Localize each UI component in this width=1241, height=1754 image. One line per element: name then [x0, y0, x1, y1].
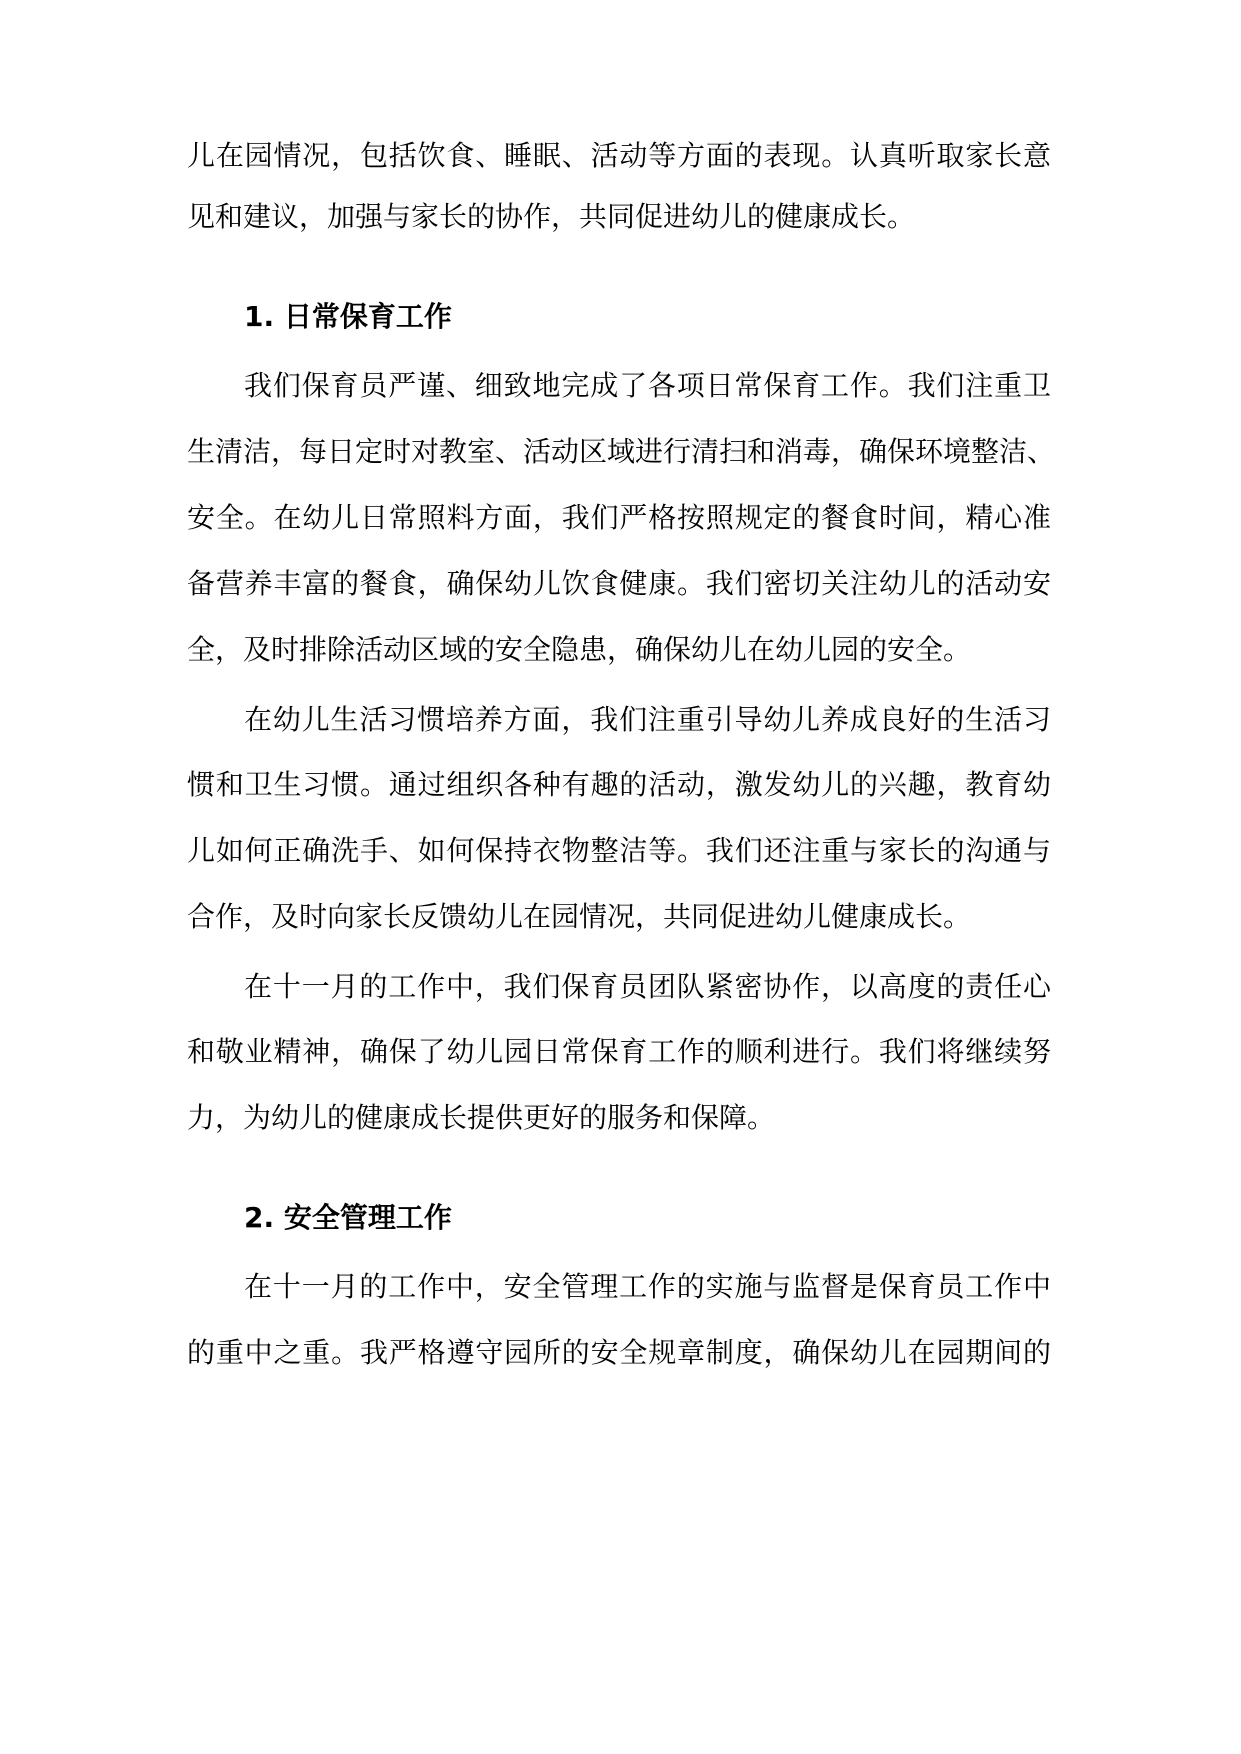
s1-p2-line-2: 惯和卫生习惯。通过组织各种有趣的活动，激发幼儿的兴趣，教育幼 [187, 768, 1051, 801]
s1-p2-line-4: 合作，及时向家长反馈幼儿在园情况，共同促进幼儿健康成长。 [187, 900, 972, 933]
s1-p3-line-3: 力，为幼儿的健康成长提供更好的服务和保障。 [187, 1101, 776, 1134]
s2-p1-line-1: 在十一月的工作中，安全管理工作的实施与监督是保育员工作中 [244, 1270, 1051, 1303]
section-1-heading: 1. 日常保育工作 [244, 300, 452, 333]
s2-p1-line-2: 的重中之重。我严格遵守园所的安全规章制度，确保幼儿在园期间的 [187, 1336, 1051, 1369]
s1-p2-line-1: 在幼儿生活习惯培养方面，我们注重引导幼儿养成良好的生活习 [244, 703, 1051, 736]
s1-p1-line-5: 全，及时排除活动区域的安全隐患，确保幼儿在幼儿园的安全。 [187, 633, 972, 666]
s1-p3-line-2: 和敬业精神，确保了幼儿园日常保育工作的顺利进行。我们将继续努 [187, 1035, 1051, 1068]
s1-p3-line-1: 在十一月的工作中，我们保育员团队紧密协作，以高度的责任心 [244, 970, 1051, 1003]
s1-p1-line-1: 我们保育员严谨、细致地完成了各项日常保育工作。我们注重卫 [244, 369, 1051, 402]
s1-p2-line-3: 儿如何正确洗手、如何保持衣物整洁等。我们还注重与家长的沟通与 [187, 834, 1051, 867]
s1-p1-line-4: 备营养丰富的餐食，确保幼儿饮食健康。我们密切关注幼儿的活动安 [187, 567, 1051, 600]
s1-p1-line-3: 安全。在幼儿日常照料方面，我们严格按照规定的餐食时间，精心准 [187, 501, 1051, 534]
intro-line-1: 儿在园情况，包括饮食、睡眠、活动等方面的表现。认真听取家长意 [187, 139, 1051, 172]
section-2-heading: 2. 安全管理工作 [244, 1201, 452, 1234]
s1-p1-line-2: 生清洁，每日定时对教室、活动区域进行清扫和消毒，确保环境整洁、 [187, 435, 1056, 468]
intro-line-2: 见和建议，加强与家长的协作，共同促进幼儿的健康成长。 [187, 200, 916, 233]
